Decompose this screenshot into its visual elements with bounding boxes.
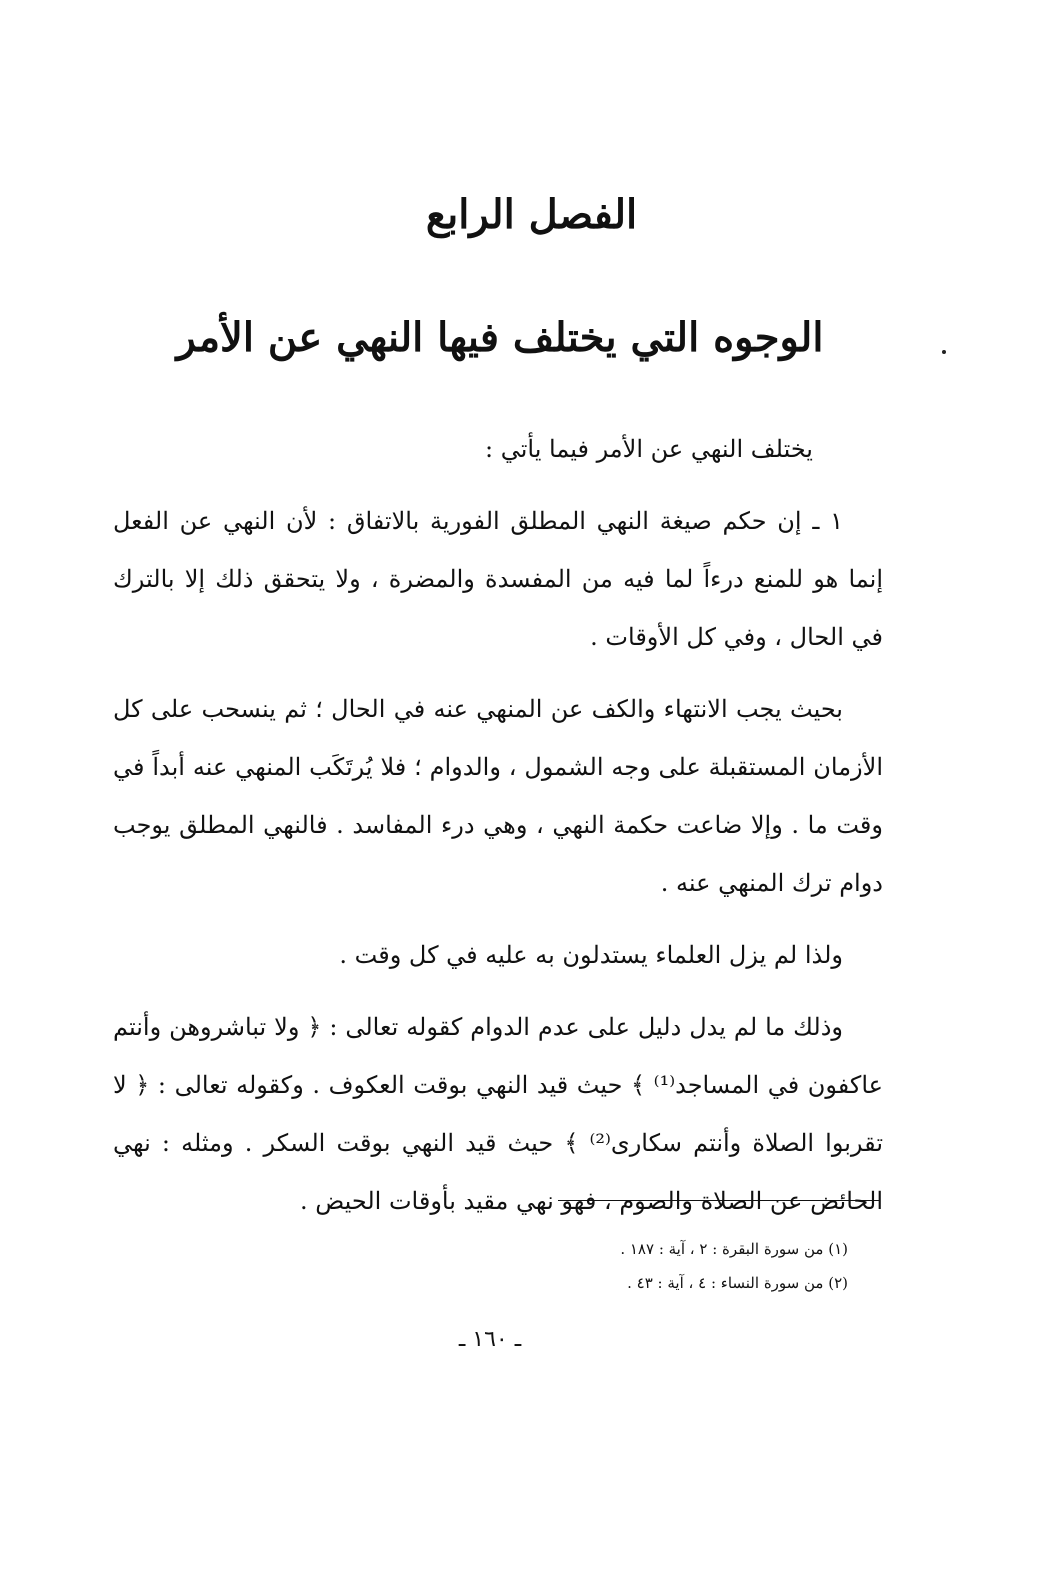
footnote-1: (١) من سورة البقرة : ٢ ، آية : ١٨٧ . <box>620 1240 848 1258</box>
footnotes <box>448 1232 848 1300</box>
paragraph-continuation: بحيث يجب الانتهاء والكف عن المنهي عنه في الحال ؛ ثم ينسحب على كل الأزمان المستقبلة على وجه الشمول ، والدوام ؛ فلا يُرتَكَب المنهي عنه أبداً في وقت ما . وإلا ضاعت حكمة النهي ، وهي درء المفاسد . فالنهي المطلق يوجب دوام ترك المنهي عنه . <box>113 695 883 897</box>
page-number: ـ ١٦٠ ـ <box>458 1327 522 1352</box>
chapter-label: الفصل الرابع <box>425 191 638 238</box>
footnote-divider <box>558 1200 880 1201</box>
footnote-2: (٢) من سورة النساء : ٤ ، آية : ٤٣ . <box>627 1274 848 1292</box>
print-speck <box>942 350 946 354</box>
chapter-title: الوجوه التي يختلف فيها النهي عن الأمر <box>176 314 824 361</box>
paragraph-scholars: ولذا لم يزل العلماء يستدلون به عليه في كل وقت . <box>339 941 843 969</box>
intro-paragraph: يختلف النهي عن الأمر فيما يأتي : <box>485 435 813 463</box>
paragraph-exceptions: وذلك ما لم يدل دليل على عدم الدوام كقوله تعالى : ﴿ ولا تباشروهن وأنتم عاكفون في المساجد⁽¹⁾ ﴾ حيث قيد النهي بوقت العكوف . وكقوله تعالى : ﴿ لا تقربوا الصلاة وأنتم سكارى⁽²⁾ ﴾ حيث قيد النهي بوقت السكر . ومثله : نهي الحائض عن الصلاة والصوم ، فهو نهي مقيد بأوقات الحيض . <box>113 1013 883 1215</box>
body-text <box>113 420 883 1244</box>
paragraph-point-1: ١ ـ إن حكم صيغة النهي المطلق الفورية بالاتفاق : لأن النهي عن الفعل إنما هو للمنع درءاً لما فيه من المفسدة والمضرة ، ولا يتحقق ذلك إلا بالترك في الحال ، وفي كل الأوقات . <box>113 507 883 651</box>
